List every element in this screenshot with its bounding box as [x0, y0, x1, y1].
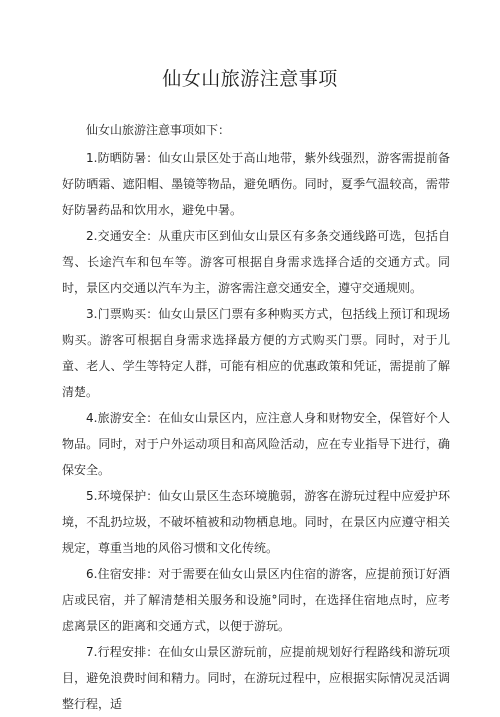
- item-text: .门票购买：仙女山景区门票有多种购买方式，包括线上预订和现场购买。游客可根据自身需求选择最方便的方式购买门票。同时，对于儿童、老人、学生等特定人群，可能有相应的优惠政策和凭证，需提前了解清楚。: [62, 307, 450, 399]
- list-item: [62, 561, 450, 639]
- item-number: 1: [86, 151, 94, 165]
- item-number: 5: [86, 489, 94, 503]
- document-title: 仙女山旅游注意事项: [162, 68, 338, 90]
- item-number: 3: [86, 307, 94, 321]
- list-item: [62, 223, 450, 301]
- item-text: .住宿安排：对于需要在仙女山景区内住宿的游客，应提前预订好酒店或民宿，并了解清楚相关服务和设施°同时，在选择住宿地点时，应考虑离景区的距离和交通方式，以便于游玩。: [62, 567, 450, 633]
- item-text: .旅游安全：在仙女山景区内，应注意人身和财物安全，保管好个人物品。同时，对于户外运动项目和高风险活动，应在专业指导下进行，确保安全。: [62, 411, 450, 477]
- item-text: .环境保护：仙女山景区生态环境脆弱，游客在游玩过程中应爱护环境，不乱扔垃圾，不破坏植被和动物栖息地。同时，在景区内应遵守相关规定，尊重当地的风俗习惯和文化传统。: [62, 489, 450, 555]
- list-item: [62, 639, 450, 717]
- list-item: [62, 301, 450, 405]
- item-number: 6: [86, 567, 94, 581]
- item-number: 7: [86, 645, 94, 659]
- item-text: .行程安排：在仙女山景区游玩前，应提前规划好行程路线和游玩项目，避免浪费时间和精力。同时，在游玩过程中，应根据实际情况灵活调整行程，适: [62, 645, 450, 711]
- item-text: .交通安全：从重庆市区到仙女山景区有多条交通线路可选，包括自驾、长途汽车和包车等。游客可根据自身需求选择合适的交通方式。同时，景区内交通以汽车为主，游客需注意交通安全，遵守交通规则。: [62, 229, 450, 295]
- intro-paragraph: 仙女山旅游注意事项如下：: [86, 123, 231, 137]
- list-item: [62, 405, 450, 483]
- item-number: 4: [86, 411, 94, 425]
- list-item: [62, 483, 450, 561]
- document-body: [62, 117, 450, 717]
- item-text: .防晒防暑：仙女山景区处于高山地带，紫外线强烈，游客需提前备好防晒霜、遮阳帽、墨镜等物品，避免晒伤。同时，夏季气温较高，需带好防暑药品和饮用水，避免中暑。: [62, 151, 450, 217]
- list-item: [62, 145, 450, 223]
- item-number: 2: [86, 229, 94, 243]
